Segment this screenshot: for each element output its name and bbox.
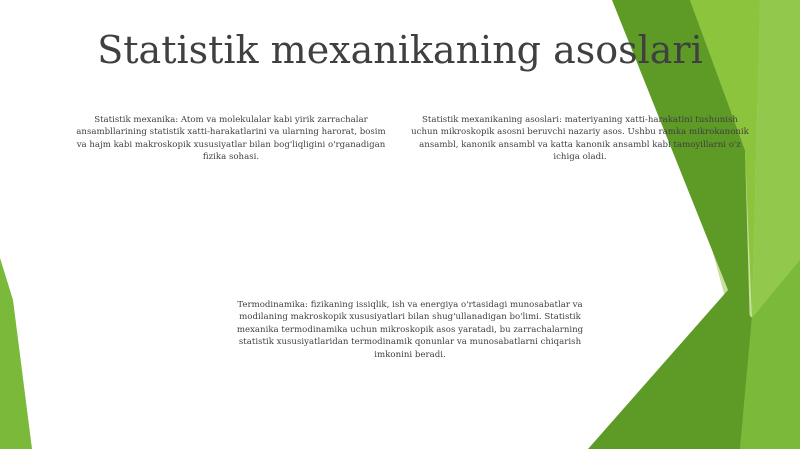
facet-lower-dark bbox=[588, 290, 752, 449]
text-box-statistical-mechanics: Statistik mexanika: Atom va molekulalar kabi yirik zarrachalar ansambllarining statistik xatti-harakatlarini va ularning harorat, bosim va hajm kabi makroskopik xususiyatlar bilan bog'liqligini o'rganadigan fizika sohasi. bbox=[76, 115, 386, 163]
text-box-thermodynamics: Termodinamika: fizikaning issiqlik, ish va energiya o'rtasidagi munosabatlar va modilaning makroskopik xususiyatlari bilan shug'ullanadigan bo'limi. Statistik mexanika termodinamika uchun mikroskopik asos yaratadi, bu zarrachalarning statistik xususiyatlaridan termodinamik qonunlar va munosabatlarni chiqarish imkonini beradi. bbox=[236, 300, 584, 360]
slide-title: Statistik mexanikaning asoslari bbox=[97, 28, 703, 72]
left-edge-facet bbox=[0, 258, 32, 449]
text-box-foundations: Statistik mexanikaning asoslari: materiyaning xatti-harakatini tushunish uchun mikroskopik asosni beruvchi nazariy asos. Ushbu ramka mikrokanonik ansambl, kanonik ansambl va katta kanonik ansambl kabi tamoyillarni o'z ichiga oladi. bbox=[411, 115, 749, 163]
